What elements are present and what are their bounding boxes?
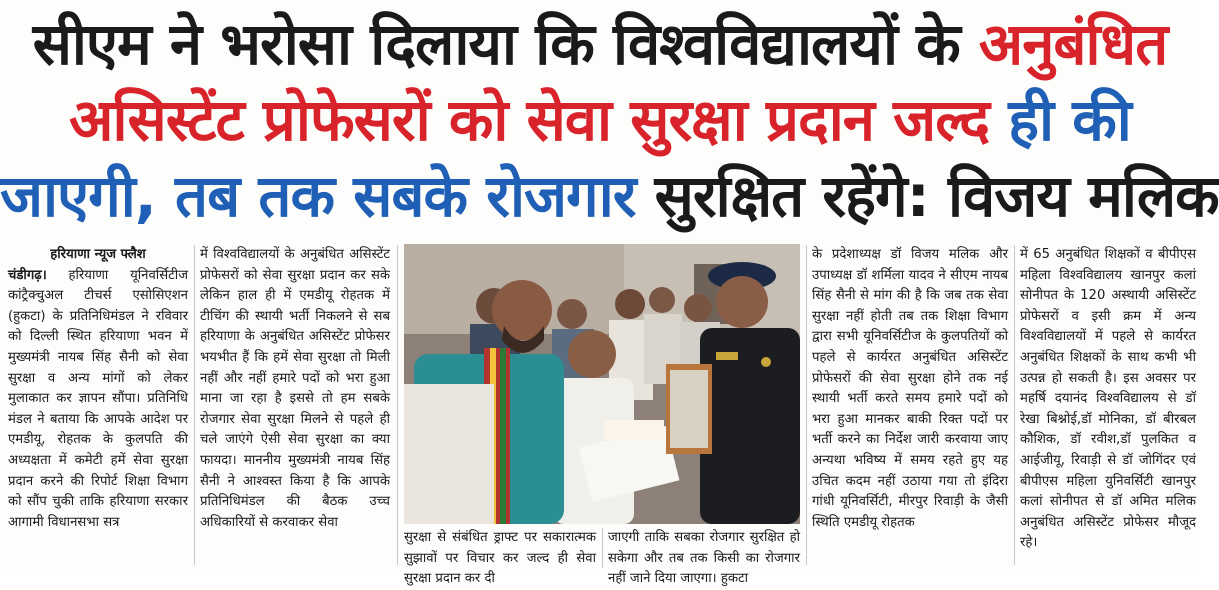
- headline-line-1: सीएम ने भरोसा दिलाया कि विश्वविद्यालयों के अनुबंधित: [32, 10, 1168, 78]
- news-photo: [404, 244, 800, 524]
- under-photo-text-right: जाएगी ताकि सबका रोजगार सुरक्षित हो सकेगा और तब तक किसी का रोजगार नहीं जाने दिया जाएगा। हुकटा: [608, 530, 800, 587]
- headline-line-2: असिस्टेंट प्रोफेसरों को सेवा सुरक्षा प्रदान जल्द ही की: [69, 86, 1131, 154]
- column-1-text: हरियाणा यूनिवर्सिटीज कांट्रैक्चुअल टीचर्स एसोसिएशन (हुकटा) के प्रतिनिधिमंडल ने रविवार को दिल्ली स्थित हरियाणा भवन में मुख्यमंत्री नायब सिंह सैनी को सेवा सुरक्षा व अन्य मांगों को लेकर मुलाकात कर ज्ञापन सौंपा। प्रतिनिधि मंडल ने बताया कि आपके आदेश पर एमडीयू, रोहतक के कुलपति की अध्यक्षता में कमेटी हमें सेवा सुरक्षा प्रदान करने की रिपोर्ट शिक्षा विभाग को सौंप चुकी ताकि हरियाणा सरकार आगामी विधानसभा सत्र: [8, 267, 188, 530]
- column-divider: [194, 245, 195, 565]
- headline-line-3: जाएगी, तब तक सबके रोजगार सुरक्षित रहेंगे: विजय मलिक: [0, 162, 1219, 230]
- column-divider: [806, 245, 807, 565]
- dateline: चंडीगढ़।: [8, 267, 47, 283]
- column-divider: [397, 245, 398, 565]
- column-6-text: में 65 अनुबंधित शिक्षकों व बीपीएस महिला विश्वविद्यालय खानपुर कलां सोनीपत के 120 अस्थायी असिस्टेंट प्रोफेसरों व इसी क्रम में अन्य विश्वविद्यालयों में पहले से कार्यरत अनुबंधित शिक्षकों के साथ कभी भी उत्पन्न हो सकती है। इस अवसर पर महर्षि दयानंद विश्वविद्यालय से डॉ रेखा बिश्नोई,डॉ मोनिका, डॉ बीरबल कौशिक, डॉ रवीश,डॉ पुलकित व आईजीयू, रिवाड़ी से डॉ जोगिंदर एवं बीपीएस महिला युनिवर्सिटी खानपुर कलां सोनीपत से डॉ अमित मलिक अनुबंधित असिस्टेंट प्रोफेसर मौजूद रहे।: [1020, 247, 1196, 551]
- column-2-text: में विश्वविद्यालयों के अनुबंधित असिस्टेंट प्रोफेसरों को सेवा सुरक्षा प्रदान कर सके लेकिन हाल ही में एमडीयू रोहतक में टीचिंग की स्थायी भर्ती निकलने से सब हरियाणा के अनुबंधित असिस्टेंट प्रोफेसर भयभीत हैं कि हमें सेवा सुरक्षा तो मिली नहीं और नहीं हमारे पदों को भरा हुआ माना जा रहा है इससे तो हम सबके रोजगार सेवा सुरक्षा मिलने से पहले ही चले जाएंगे ऐसी सेवा सुरक्षा का क्या फायदा। माननीय मुख्यमंत्री नायब सिंह सैनी ने आश्वस्त किया है कि आपके प्रतिनिधिमंडल की बैठक उच्च अधिकारियों से करवाकर सेवा: [200, 247, 390, 530]
- under-photo-text-left: सुरक्षा से संबंधित ड्राफ्ट पर सकारात्मक सुझावों पर विचार कर जल्द ही सेवा सुरक्षा प्रदान कर दी: [404, 530, 596, 587]
- article-column-2: [200, 245, 390, 533]
- article-column-5: [812, 245, 1008, 533]
- byline: हरियाणा न्यूज फ्लैश: [50, 247, 146, 262]
- photo-illustration: [404, 244, 800, 524]
- article-column-1: [8, 245, 188, 533]
- column-5-text: के प्रदेशाध्यक्ष डॉ विजय मलिक और उपाध्यक्ष डॉ शर्मिला यादव ने सीएम नायब सिंह सैनी से मांग की है कि जब तक सेवा सुरक्षा नहीं होती तब तक शिक्षा विभाग द्वारा सभी यूनिवर्सिटीज के कुलपतियों को पहले से कार्यरत अनुबंधित असिस्टेंट प्रोफेसरों की सेवा सुरक्षा होने तक नई स्थायी भर्ती करते समय हमारे पदों को भरा हुआ मानकर बाकी रिक्त पदों पर भर्ती करने का निर्देश जारी करवाया जाए अन्यथा भविष्य में समय रहते हुए यह उचित कदम नहीं उठाया गया तो इंदिरा गांधी यूनिवर्सिटी, मीरपुर रिवाड़ी के जैसी स्थिति एमडीयू रोहतक: [812, 247, 1008, 530]
- column-divider: [602, 528, 603, 568]
- headline: [0, 6, 1219, 234]
- article-column-6: [1020, 245, 1196, 554]
- column-divider: [1014, 245, 1015, 565]
